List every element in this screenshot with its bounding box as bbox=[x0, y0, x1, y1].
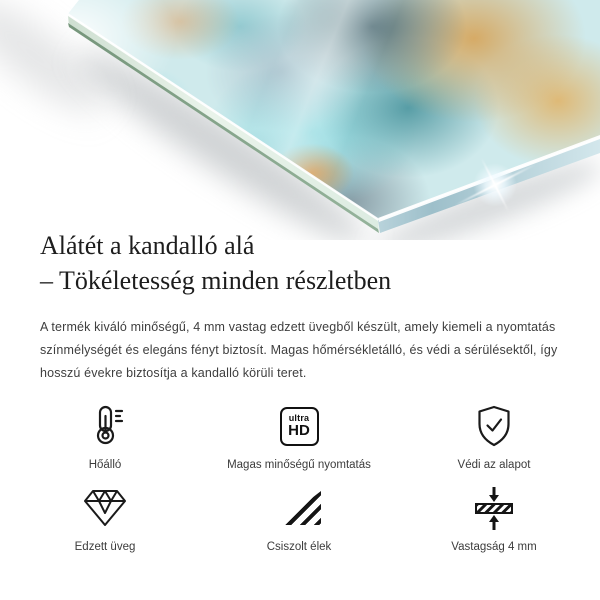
feature-protects-base bbox=[428, 402, 560, 484]
feature-print-quality bbox=[170, 402, 428, 484]
shield-check-icon bbox=[470, 402, 518, 450]
page-title-line2: – Tökéletesség minden részletben bbox=[40, 266, 392, 295]
product-image bbox=[0, 0, 600, 240]
page-title bbox=[40, 228, 560, 298]
feature-grid bbox=[40, 402, 560, 566]
polished-edges-icon bbox=[277, 484, 321, 532]
feature-label: Csiszolt élek bbox=[266, 541, 332, 553]
feature-label: Magas minőségű nyomtatás bbox=[227, 459, 371, 471]
product-description bbox=[40, 316, 560, 385]
feature-tempered-glass bbox=[40, 484, 170, 566]
description-line: A termék kiváló minőségű, 4 mm vastag edzett üvegből készült, amely kiemeli a nyomtatás bbox=[40, 320, 556, 334]
feature-polished-edges bbox=[170, 484, 428, 566]
feature-heat-resistant bbox=[40, 402, 170, 484]
feature-label: Védi az alapot bbox=[457, 459, 531, 471]
description-line: színmélységét és elegáns fényt biztosít. Magas hőmérsékletálló, és védi a sérülésektől, így bbox=[40, 343, 558, 357]
feature-label: Hőálló bbox=[88, 459, 122, 471]
thickness-icon bbox=[470, 484, 518, 532]
feature-label: Edzett üveg bbox=[74, 541, 136, 553]
product-description-section bbox=[40, 228, 560, 385]
feature-thickness bbox=[428, 484, 560, 566]
diamond-icon bbox=[81, 484, 129, 532]
page-title-line1: Alátét a kandalló alá bbox=[40, 231, 255, 260]
feature-label: Vastagság 4 mm bbox=[451, 541, 537, 553]
thermometer-icon bbox=[81, 402, 129, 450]
description-line: hosszú évekre biztosítja a kandalló körüli teret. bbox=[40, 366, 307, 380]
ultra-hd-icon: ultra HD bbox=[280, 402, 319, 450]
